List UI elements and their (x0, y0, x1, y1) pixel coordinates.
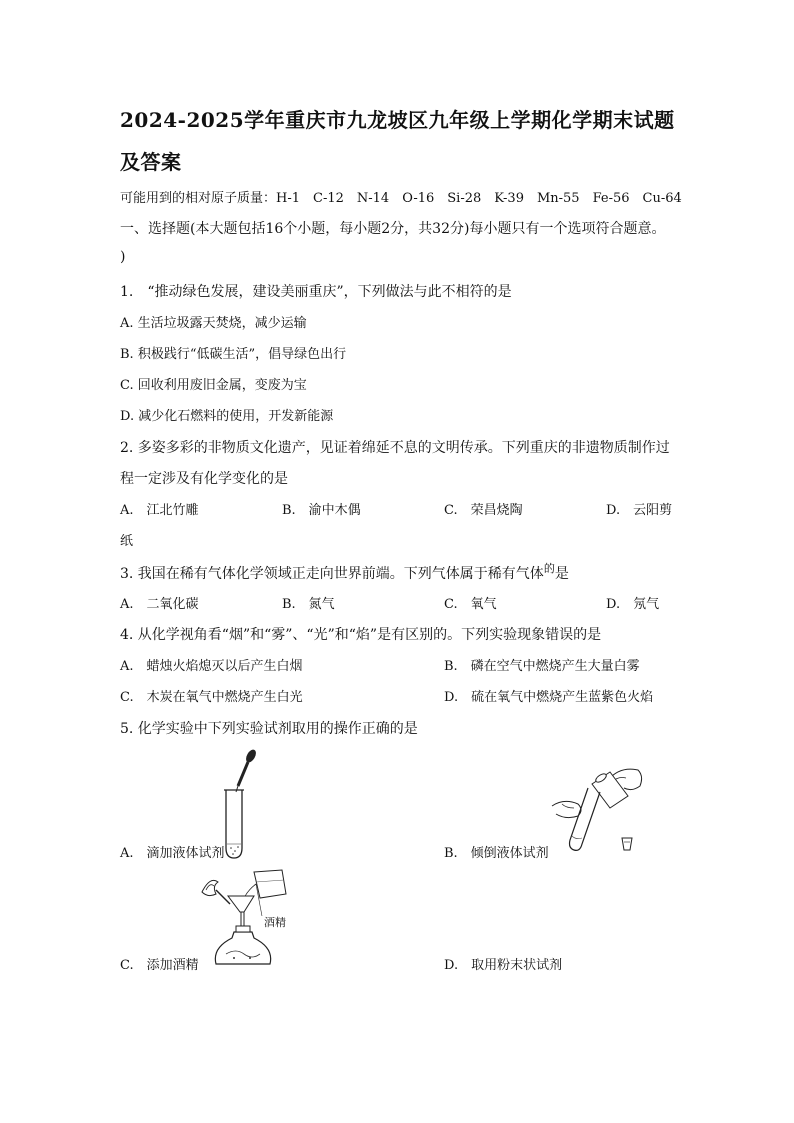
q4-option-b: B. 磷在空气中燃烧产生大量白雾 (444, 659, 640, 674)
q2-stem-cont: 程一定涉及有化学变化的是 (120, 471, 288, 487)
q4-option-a: A. 蜡烛火焰熄灭以后产生白烟 (120, 659, 303, 674)
q1-option-a: A. 生活垃圾露天焚烧，减少运输 (120, 316, 307, 331)
q5-option-b: B. 倾倒液体试剂 (444, 846, 549, 861)
q1-stem: 1. “推动绿色发展，建设美丽重庆”，下列做法与此不相符的是 (120, 284, 512, 300)
q1-option-c: C. 回收利用废旧金属，变废为宝 (120, 378, 307, 393)
page-title-line2: 及答案 (120, 150, 182, 174)
atomic-masses: 可能用到的相对原子质量：H-1 C-12 N-14 O-16 Si-28 K-39 Mn-55 Fe-56 Cu-64 (120, 191, 682, 206)
q1-option-b: B. 积极践行“低碳生活”，倡导绿色出行 (120, 347, 347, 362)
q3-stem-post: 是 (554, 566, 569, 582)
q4-stem: 4. 从化学视角看“烟”和“雾”、“光”和“焰”是有区别的。下列实验现象错误的是 (120, 627, 602, 643)
q2-option-b: B. 渝中木偶 (282, 503, 361, 518)
q1-option-d: D. 减少化石燃料的使用，开发新能源 (120, 409, 334, 424)
q5-option-a: A. 滴加液体试剂 (120, 846, 225, 861)
section1-heading: 一、选择题(本大题包括16个小题，每小题2分，共32分)每小题只有一个选项符合题意。 (120, 221, 666, 237)
q5-stem: 5. 化学实验中下列实验试剂取用的操作正确的是 (120, 721, 418, 737)
page-title-line1: 2024-2025学年重庆市九龙坡区九年级上学期化学期末试题 (120, 108, 675, 132)
figure-b-pouring-liquid (548, 762, 648, 858)
q3-stem-pre: 3. 我国在稀有气体化学领域正走向世界前端。下列气体属于稀有气体 (120, 566, 544, 582)
q3-stem-de: 的 (543, 562, 555, 575)
figure-c-adding-alcohol (196, 868, 306, 966)
q3-stem (120, 563, 569, 583)
q2-option-a: A. 江北竹雕 (120, 503, 199, 518)
q4-option-d: D. 硫在氧气中燃烧产生蓝紫色火焰 (444, 690, 654, 705)
q3-option-a: A. 二氧化碳 (120, 597, 199, 612)
q2-option-c: C. 荣昌烧陶 (444, 503, 523, 518)
q5-option-d: D. 取用粉末状试剂 (444, 958, 563, 973)
q2-stem: 2. 多姿多彩的非物质文化遗产，见证着绵延不息的文明传承。下列重庆的非遗物质制作过 (120, 440, 670, 456)
q3-option-b: B. 氮气 (282, 597, 335, 612)
q2-option-d: D. 云阳剪 (606, 503, 673, 518)
q5-option-c: C. 添加酒精 (120, 958, 199, 973)
figure-c-label-alcohol: 酒精 (264, 916, 286, 929)
q3-option-c: C. 氧气 (444, 597, 497, 612)
q3-option-d: D. 氖气 (606, 597, 660, 612)
q2-option-d-cont: 纸 (120, 534, 134, 549)
q4-option-c: C. 木炭在氧气中燃烧产生白光 (120, 690, 303, 705)
section1-heading-cont: ) (120, 249, 126, 265)
